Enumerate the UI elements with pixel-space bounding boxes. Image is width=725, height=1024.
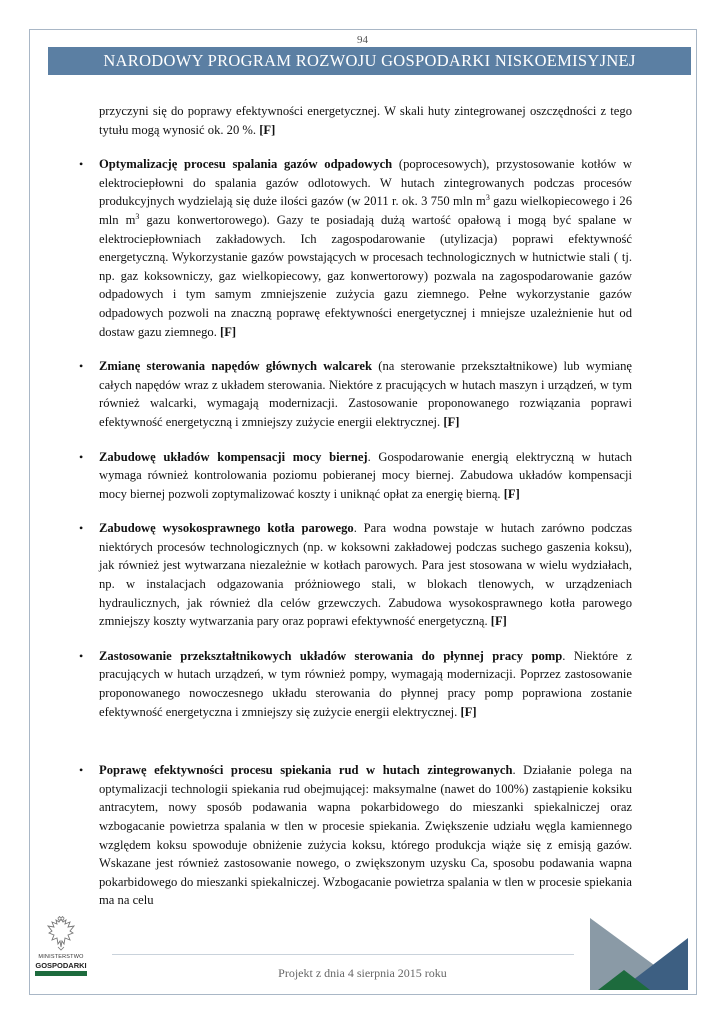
list-item: • Optymalizację procesu spalania gazów odpadowych (poprocesowych), przystosowanie kotłów w elektrociepłowni do spalania gazów odlotowych. W hutach zintegrowanych podczas procesów produkcyjnych wydzielają się duże ilości gazów (w 2011 r. ok. 3 750 mln $m^3$ gazu wielkopiecowego i 26 mln $m^3$ gazu konwertorowego). Gazy te posiadają dużą wartość opałową i mogą być spalane w elektrociepłowniach zakładowych. Ich zagospodarowanie (utylizacja) poprawi efektywność energetyczną. Wykorzystanie gazów powstających w procesach technologicznych w hutnictwie stali ( tj. np. gaz koksowniczy, gaz wielkopiecowy, gaz konwertorowy) pozwala na zagospodarowanie gazów odpadowych i tym samym zmniejszenie zużycia gazu ziemnego. Pełne wykorzystanie gazów odpadowych pozwoli na znaczną poprawę efektywności energetycznej i mniejsze uzależnienie hut od dostaw gazu ziemnego. [F] (79, 157, 632, 339)
list-item: • Zastosowanie przekształtnikowych układów sterowania do płynnej pracy pomp. Niektóre z pracujących w hutach urządzeń, w tym również pompy, wymagają modernizacji. Poprzez zastosowanie proponowanego nowoczesnego układu sterowania do płynnej pracy pomp poprawiona zostanie efektywność energetyczna i zmniejszy się zużycie energii elektrycznej. [F] (79, 648, 632, 719)
reference-tag: [F] (460, 704, 477, 719)
item-heading: Poprawę efektywności procesu spiekania rud w hutach zintegrowanych (99, 763, 513, 778)
item-heading: Zabudowę wysokosprawnego kotła parowego (99, 521, 354, 536)
list-item: • Zabudowę wysokosprawnego kotła parowego. Para wodna powstaje w hutach zarówno podczas niektórych procesów technologicznych (np. w koksowni zakładowej podczas suchego gaszenia koksu), jak również jest wytwarzana niezależnie w kotłach parowych. Para jest stosowana w wielu wydziałach, np. w instalacjach odgazowania próżniowego stali, w blokach tlenowych, w urządzeniach hydraulicznych, jak również dla celów grzewczych. Zabudowa wysokosprawnego kotła parowego zmniejszy koszty wytwarzania pary oraz poprawi efektywność energetyczną. [F] (79, 521, 632, 629)
reference-tag: [F] (443, 414, 460, 429)
bullet-icon: • (79, 449, 84, 464)
bullet-icon: • (79, 157, 84, 172)
bullet-icon: • (79, 763, 84, 778)
item-heading: Zastosowanie przekształtnikowych układów sterowania do płynnej pracy pomp (99, 648, 563, 663)
bullet-icon: • (79, 521, 84, 536)
reference-tag: [F] (259, 122, 276, 137)
list-item: • Poprawę efektywności procesu spiekania rud w hutach zintegrowanych. Działanie polega na optymalizacji technologii spiekania rud obejmującej: maksymalne (nawet do 100%) zastąpienie koksiku antracytem, nowy sposób podawania wapna pokarbidowego do mieszanki spiekalniczej oraz wzbogacanie powietrza spalania w tlen w procesie spiekania. Zwiększenie udziału węgla kamiennego względem koksu spowoduje obniżenie zużycia koksu, którego produkcja wiąże się z emisją gazów. Wskazane jest również zastosowanie nowego, o zwiększonym uzysku Ca, sposobu podawania wapna pokarbidowego do mieszanki spiekalniczej. Wzbogacanie powietrza spalania w tlen w procesie spiekania ma na celu (79, 763, 632, 908)
page-number: 94 (357, 34, 368, 46)
intro-paragraph: przyczyni się do poprawy efektywności energetycznej. W skali huty zintegrowanej oszczędności z tego tytułu mogą wynosić ok. 20 %. [F] (99, 104, 632, 137)
reference-tag: [F] (503, 486, 520, 501)
item-heading: Zabudowę układów kompensacji mocy biernej (99, 449, 368, 464)
footer-note: Projekt z dnia 4 sierpnia 2015 roku (278, 966, 447, 980)
item-heading: Optymalizację procesu spalania gazów odpadowych (99, 157, 393, 172)
logo-line-1: MINISTERSTWO (38, 954, 84, 960)
footer-divider (112, 954, 574, 955)
logo-line-2: GOSPODARKI (35, 961, 87, 970)
reference-tag: [F] (220, 324, 237, 339)
bullet-icon: • (79, 648, 84, 663)
reference-tag: [F] (490, 614, 507, 629)
document-title-banner: NARODOWY PROGRAM ROZWOJU GOSPODARKI NISKOEMISYJNEJ (48, 47, 691, 75)
list-item: • Zmianę sterowania napędów głównych walcarek (na sterowanie przekształtnikowe) lub wymianę całych napędów wraz z układem sterowania. Niektóre z pracujących w hutach maszyn i urządzeń, w tym również walcarki, wymagają modernizacji. Zastosowanie proponowanego rozwiązania poprawi efektywność energetyczną i zmniejszy zużycie energii elektrycznej. [F] (79, 359, 632, 429)
eagle-emblem-icon (46, 916, 76, 952)
list-item: • Zabudowę układów kompensacji mocy biernej. Gospodarowanie energią elektryczną w hutach wymaga również kontrolowania poziomu pobieranej mocy biernej. Zabudowa układów kompensacji mocy biernej pozwoli zoptymalizować koszty i uniknąć opłat za energię bierną. [F] (79, 449, 632, 501)
item-heading: Zmianę sterowania napędów głównych walcarek (99, 359, 372, 374)
document-body (79, 102, 632, 910)
bullet-icon: • (79, 359, 84, 374)
